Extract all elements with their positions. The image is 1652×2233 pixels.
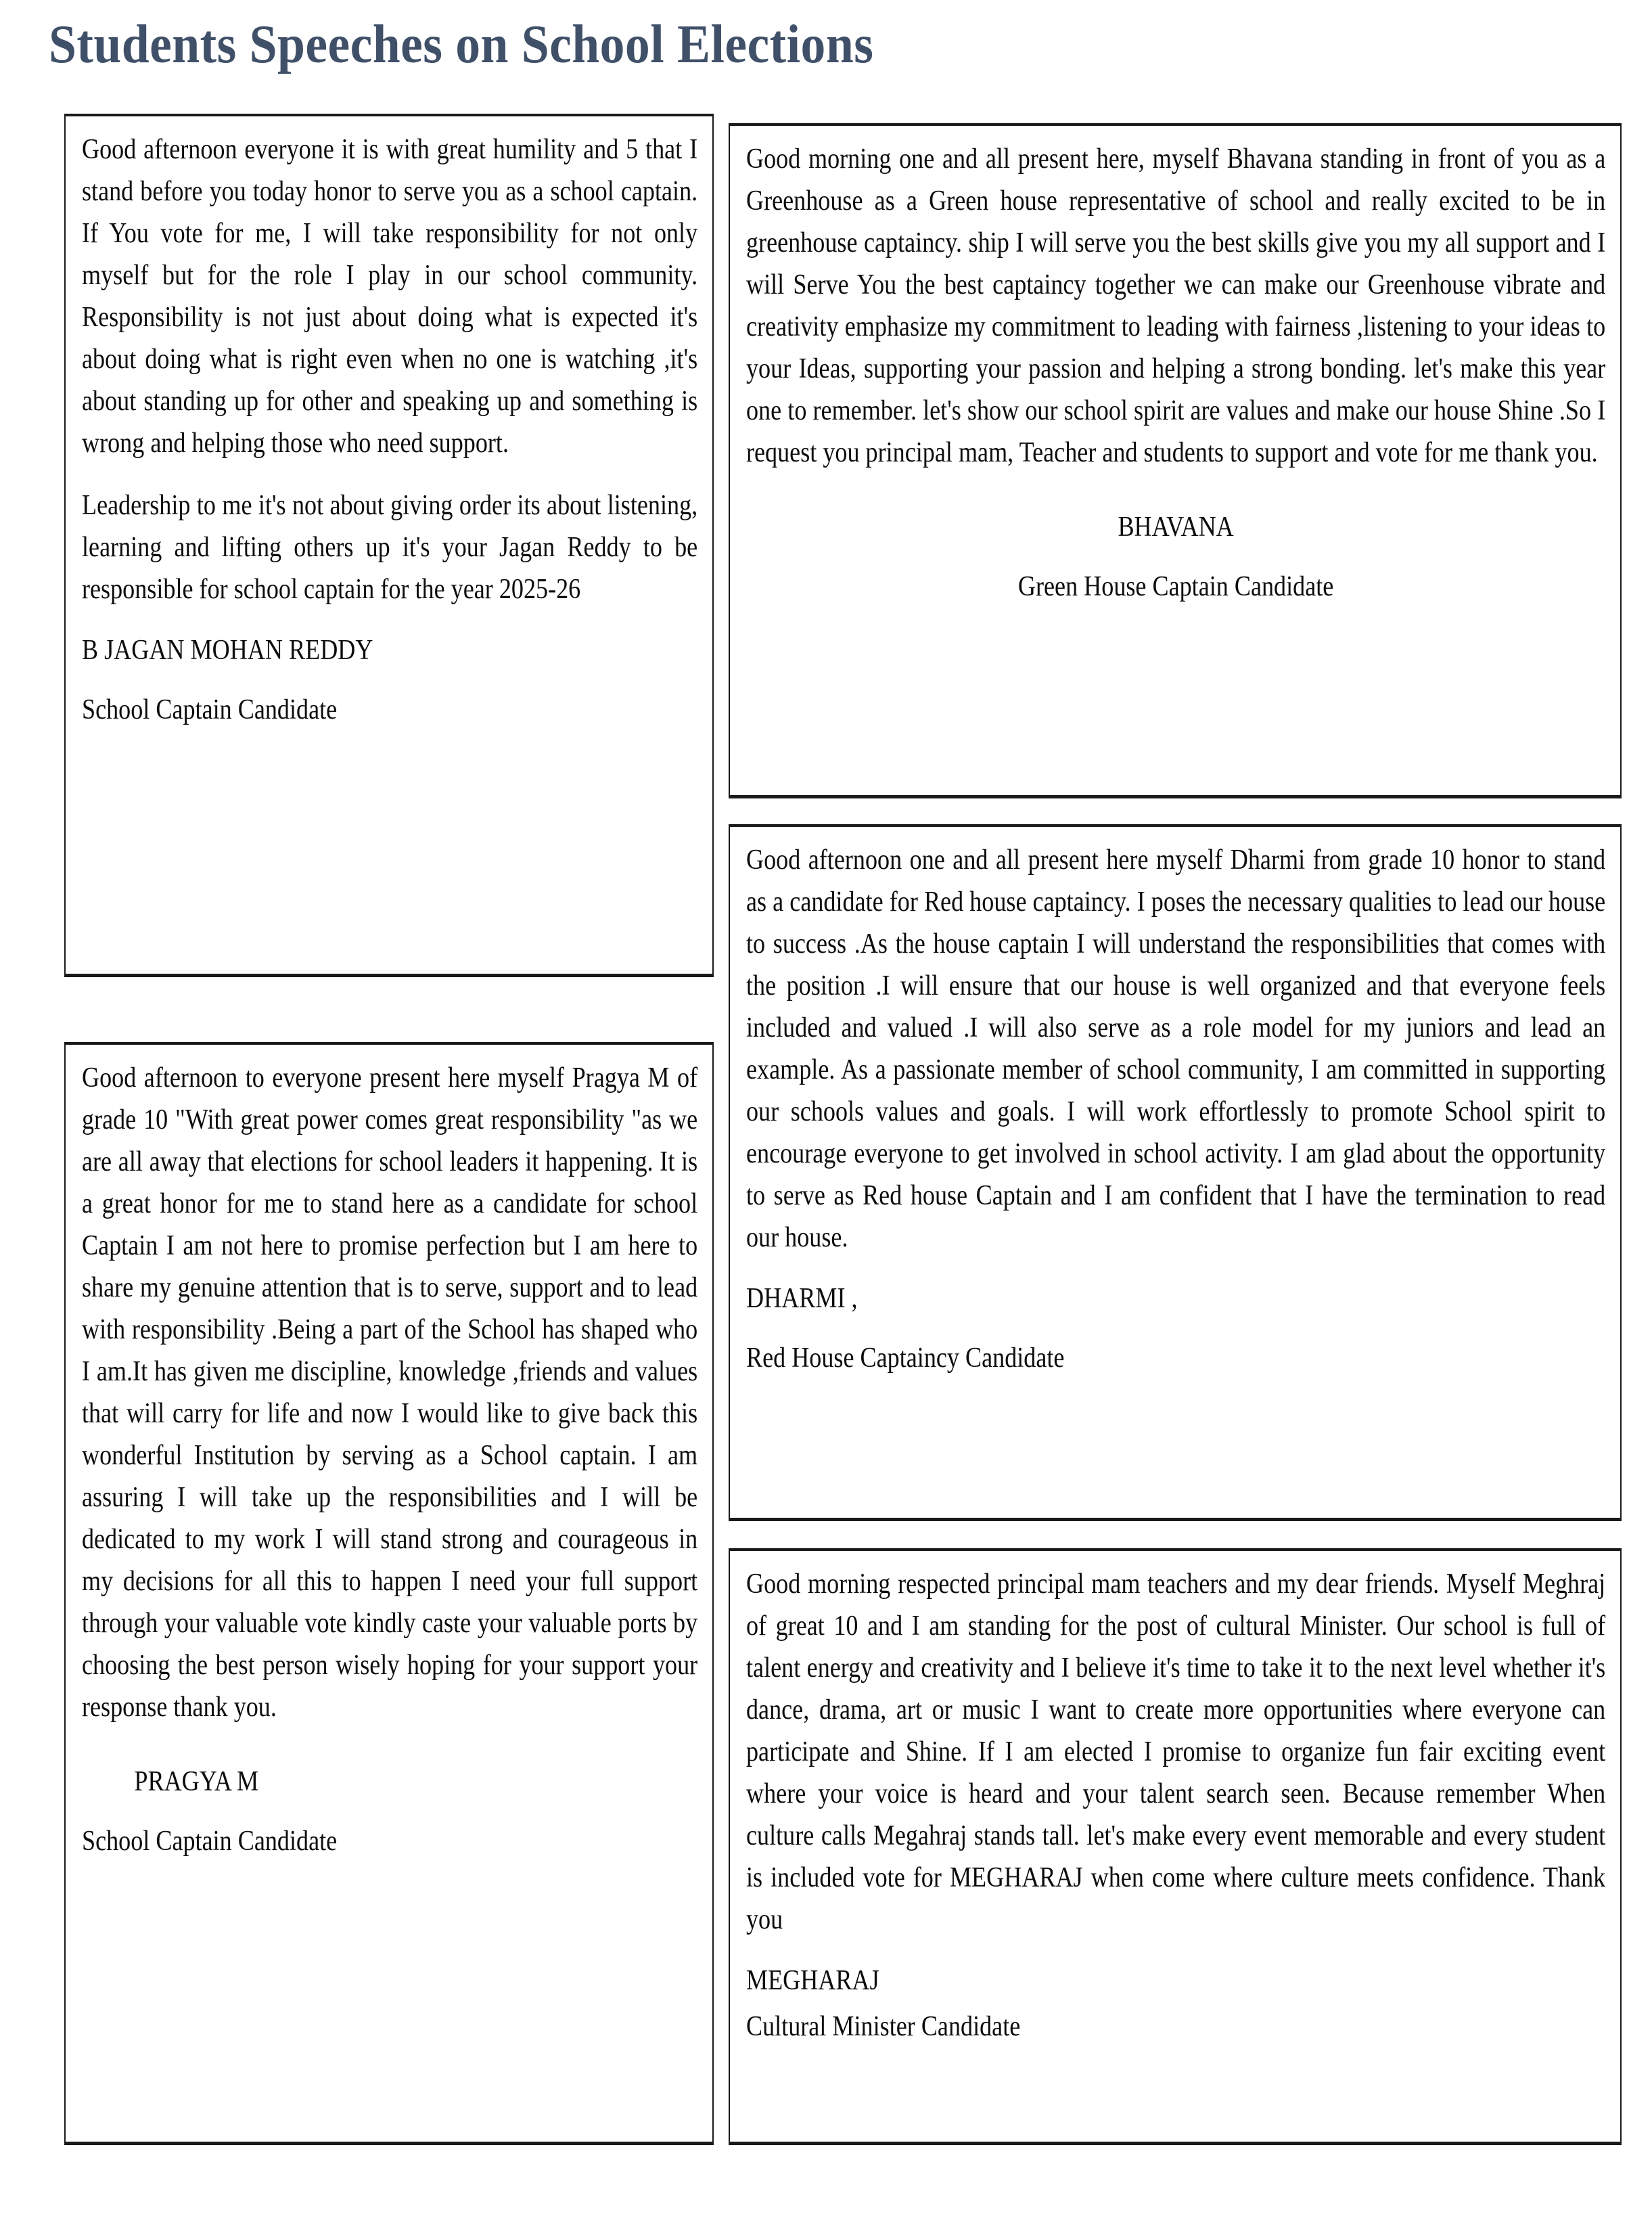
page-title: Students Speeches on School Elections [49, 15, 874, 74]
speech-signature-role: School Captain Candidate [82, 694, 338, 725]
speech-signature-role: Red House Captaincy Candidate [746, 1343, 1065, 1374]
speech-paragraph: Good morning one and all present here, myself Bhavana standing in front of you as a Greenhouse as a Green house representative of school and really excited to be in greenhouse captaincy. ship I will serve you the best skills give you my all support and I will Serve You the best captaincy together we can make our Greenhouse vibrate and creativity emphasize my commitment to leading with fairness ,listening to your ideas to your Ideas, supporting your passion and helping a strong bonding. let's make this year one to remember. let's show our school spirit are values and make our house Shine .So I request you principal mam, Teacher and students to support and vote for me thank you. [746, 143, 1606, 468]
speech-signature-name: B JAGAN MOHAN REDDY [82, 635, 373, 666]
speech-paragraph: Good afternoon one and all present here myself Dharmi from grade 10 honor to stand as a candidate for Red house captaincy. I poses the necessary qualities to lead our house to success .As the house captain I will understand the responsibilities that comes with the position .I will ensure that our house is well organized and that everyone feels included and valued .I will also serve as a role model for my juniors and lead an example. As a passionate member of school community, I am committed in supporting our schools values and goals. I will work effortlessly to promote School spirit to encourage everyone to get involved in school activity. I am glad about the opportunity to serve as Red house Captain and I am confident that I have the termination to read our house. [746, 844, 1606, 1253]
spacer [746, 494, 1605, 508]
speech-box-bhavana [729, 123, 1622, 798]
spacer [82, 1749, 697, 1762]
speech-box-megharaj [729, 1548, 1622, 2145]
speech-signature-name: BHAVANA [1118, 512, 1234, 543]
speech-box-jagan [64, 114, 714, 977]
speech-paragraph: Good morning respected principal mam teachers and my dear friends. Myself Meghraj of great 10 and I am standing for the post of cultural Minister. Our school is full of talent energy and creativity and I believe it's time to take it to the next level whether it's dance, drama, art or music I want to create more opportunities where everyone can participate and Shine. If I am elected I promise to organize fun fair exciting event where your voice is heard and your talent search seen. Because remember When culture calls Megahraj stands tall. let's make every event memorable and every student is included vote for MEGHARAJ when come where culture meets confidence. Thank you [746, 1569, 1606, 1935]
speech-signature-role: Green House Captain Candidate [1017, 571, 1334, 602]
speech-paragraph: Good afternoon to everyone present here myself Pragya M of grade 10 "With great power comes great responsibility "as we are all away that elections for school leaders it happening. It is a great honor for me to stand here as a candidate for school Captain I am not here to promise perfection but I am here to share my genuine attention that is to serve, support and to lead with responsibility .Being a part of the School has shaped who I am.It has given me discipline, knowledge ,friends and values that will carry for life and now I would like to give back this wonderful Institution by serving as a School captain. I am assuring I will take up the responsibilities and I will be dedicated to my work I will stand strong and courageous in my decisions for all this to happen I need your full support through your valuable vote kindly caste your valuable ports by choosing the best person wisely hoping for your support your response thank you. [82, 1062, 698, 1723]
speech-box-dharmi [729, 824, 1622, 1521]
speech-signature-role: School Captain Candidate [82, 1826, 338, 1857]
speech-signature-name: MEGHARAJ [746, 1965, 879, 1996]
speech-paragraph: Good afternoon everyone it is with great humility and 5 that I stand before you today honor to serve you as a school captain. If You vote for me, I will take responsibility for not only myself but for the role I play in our school community. Responsibility is not just about doing what is expected it's about doing what is right even when no one is watching ,it's about standing up for other and speaking up and something is wrong and helping those who need support. [82, 134, 698, 459]
speech-signature-role: Cultural Minister Candidate [746, 2011, 1021, 2042]
speech-paragraph: Leadership to me it's not about giving order its about listening, learning and lifting others up it's your Jagan Reddy to be responsible for school captain for the year 2025-26 [82, 490, 698, 605]
speech-signature-name: PRAGYA M [134, 1766, 259, 1797]
speech-signature-name: DHARMI , [746, 1283, 858, 1314]
speech-box-pragya [64, 1042, 714, 2145]
